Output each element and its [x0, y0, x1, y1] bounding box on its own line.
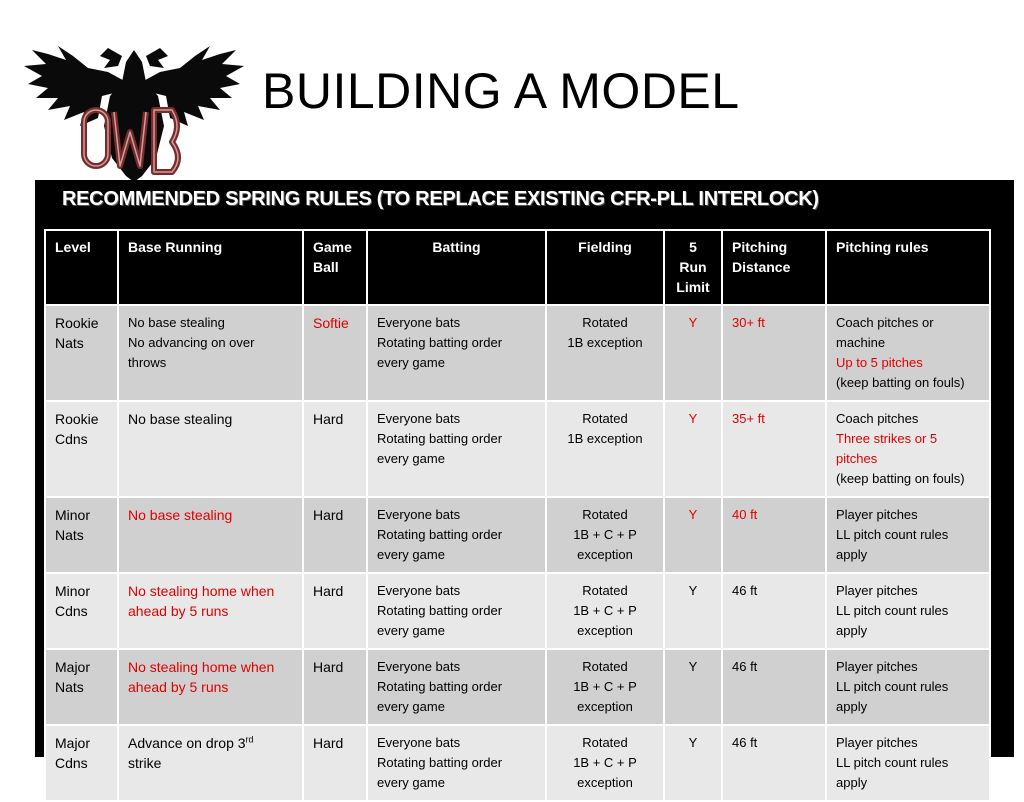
cell-line: Rotating batting order: [377, 603, 503, 618]
cell-batting: [367, 497, 546, 573]
cell-line: Coach pitches: [836, 411, 919, 426]
header-pitching-distance: Pitching Distance: [722, 230, 826, 305]
cell-line: Rotated: [582, 735, 628, 750]
cell-run-limit: Y: [664, 649, 722, 725]
cell-line: LL pitch count rules apply: [836, 603, 949, 638]
cell-line: (keep batting on fouls): [836, 375, 965, 390]
header-base-running: Base Running: [118, 230, 303, 305]
cell-line: Rotated: [582, 507, 628, 522]
cell-line: Rotated: [582, 583, 628, 598]
cell-game-ball: Hard: [303, 497, 367, 573]
cell-line: Everyone bats: [377, 735, 461, 750]
cell-game-ball: Hard: [303, 649, 367, 725]
cell-line: LL pitch count rules apply: [836, 679, 949, 714]
cell-game-ball: Hard: [303, 401, 367, 497]
cell-line: LL pitch count rules apply: [836, 527, 949, 562]
cell-line: every game: [377, 699, 445, 714]
cell-run-limit: Y: [664, 305, 722, 401]
ordinal-suffix: rd: [245, 734, 254, 745]
cell-pitching-rules: [826, 401, 990, 497]
table-row: [45, 305, 990, 401]
cell-base-running: [118, 497, 303, 573]
cell-level: Major Cdns: [45, 725, 118, 801]
cell-line: Rotated: [582, 659, 628, 674]
table-row: [45, 401, 990, 497]
cell-game-ball: Hard: [303, 725, 367, 801]
header-pitching-rules: Pitching rules: [826, 230, 990, 305]
cell-pitching-rules: [826, 573, 990, 649]
cell-line: Rotating batting order: [377, 755, 503, 770]
owb-winged-logo: [18, 26, 250, 184]
cell-pitching-rules: [826, 305, 990, 401]
cell-level: Rookie Cdns: [45, 401, 118, 497]
cell-line: exception: [577, 623, 633, 638]
table-row: [45, 649, 990, 725]
left-head-shape: [100, 48, 122, 68]
cell-line: Coach pitches or machine: [836, 315, 934, 350]
cell-base-running: [118, 401, 303, 497]
cell-line: 1B + C + P: [573, 755, 637, 770]
cell-base-running: [118, 573, 303, 649]
cell-line: No base stealing: [128, 507, 233, 523]
cell-line: Up to 5 pitches: [836, 355, 923, 370]
cell-base-running: [118, 649, 303, 725]
cell-batting: [367, 305, 546, 401]
cell-level: Major Nats: [45, 649, 118, 725]
cell-pitching-distance: 40 ft: [722, 497, 826, 573]
cell-run-limit: Y: [664, 573, 722, 649]
cell-pitching-rules: [826, 497, 990, 573]
cell-line: 1B + C + P: [573, 527, 637, 542]
cell-line: Player pitches: [836, 659, 918, 674]
cell-line: No base stealing: [128, 315, 225, 330]
cell-line: Everyone bats: [377, 411, 461, 426]
cell-line: No advancing on over throws: [128, 335, 255, 370]
cell-line: No stealing home when ahead by 5 runs: [128, 583, 275, 619]
cell-line: Rotated: [582, 315, 628, 330]
cell-run-limit: Y: [664, 401, 722, 497]
cell-fielding: [546, 497, 664, 573]
cell-level: Minor Nats: [45, 497, 118, 573]
cell-batting: [367, 649, 546, 725]
cell-fielding: [546, 649, 664, 725]
cell-fielding: [546, 401, 664, 497]
cell-fielding: [546, 725, 664, 801]
page-title: BUILDING A MODEL: [262, 63, 740, 119]
cell-line: every game: [377, 547, 445, 562]
cell-base-running: [118, 725, 303, 801]
cell-line: No base stealing: [128, 411, 233, 427]
header-fielding: Fielding: [546, 230, 664, 305]
table-header-row: [45, 230, 990, 305]
cell-line: every game: [377, 451, 445, 466]
cell-fielding: [546, 573, 664, 649]
cell-level: Minor Cdns: [45, 573, 118, 649]
cell-line: exception: [577, 547, 633, 562]
cell-line: Everyone bats: [377, 507, 461, 522]
cell-pitching-distance: 46 ft: [722, 573, 826, 649]
cell-line: Player pitches: [836, 507, 918, 522]
cell-line: Everyone bats: [377, 583, 461, 598]
cell-pitching-distance: 46 ft: [722, 725, 826, 801]
cell-line: Player pitches: [836, 735, 918, 750]
header-run-limit: 5 Run Limit: [664, 230, 722, 305]
cell-line: Everyone bats: [377, 315, 461, 330]
cell-base-running: [118, 305, 303, 401]
cell-line: Rotated: [582, 411, 628, 426]
cell-batting: [367, 401, 546, 497]
cell-line: 1B + C + P: [573, 679, 637, 694]
cell-line: 1B exception: [567, 431, 643, 446]
cell-pitching-rules: [826, 725, 990, 801]
cell-line: exception: [577, 775, 633, 790]
cell-line: LL pitch count rules apply: [836, 755, 949, 790]
table-row: [45, 497, 990, 573]
cell-line: every game: [377, 775, 445, 790]
cell-pitching-distance: 30+ ft: [722, 305, 826, 401]
cell-pitching-distance: 46 ft: [722, 649, 826, 725]
cell-pitching-rules: [826, 649, 990, 725]
cell-batting: [367, 725, 546, 801]
header-batting: Batting: [367, 230, 546, 305]
cell-line: exception: [577, 699, 633, 714]
right-head-shape: [146, 48, 168, 68]
cell-run-limit: Y: [664, 725, 722, 801]
cell-level: Rookie Nats: [45, 305, 118, 401]
header-game-ball: Game Ball: [303, 230, 367, 305]
section-heading: RECOMMENDED SPRING RULES (TO REPLACE EXISTING CFR-PLL INTERLOCK): [62, 188, 819, 210]
cell-line: every game: [377, 623, 445, 638]
cell-line: Rotating batting order every game: [377, 335, 503, 370]
header-level: Level: [45, 230, 118, 305]
cell-line: Player pitches: [836, 583, 918, 598]
table-row: [45, 725, 990, 801]
table-row: [45, 573, 990, 649]
cell-pitching-distance: 35+ ft: [722, 401, 826, 497]
cell-line: (keep batting on fouls): [836, 471, 965, 486]
cell-line: strike: [128, 755, 162, 771]
cell-game-ball: Softie: [303, 305, 367, 401]
cell-fielding: [546, 305, 664, 401]
cell-line: Rotating batting order: [377, 431, 503, 446]
cell-line: 1B exception: [567, 335, 643, 350]
cell-line: No stealing home when ahead by 5 runs: [128, 659, 275, 695]
cell-line: Everyone bats: [377, 659, 461, 674]
cell-text: Advance on drop 3: [128, 735, 246, 751]
cell-line: Three strikes or 5 pitches: [836, 431, 938, 466]
cell-line: 1B + C + P: [573, 603, 637, 618]
cell-game-ball: Hard: [303, 573, 367, 649]
rules-table: [44, 229, 991, 802]
cell-line: Rotating batting order: [377, 527, 503, 542]
cell-line: Rotating batting order: [377, 679, 503, 694]
cell-batting: [367, 573, 546, 649]
cell-run-limit: Y: [664, 497, 722, 573]
